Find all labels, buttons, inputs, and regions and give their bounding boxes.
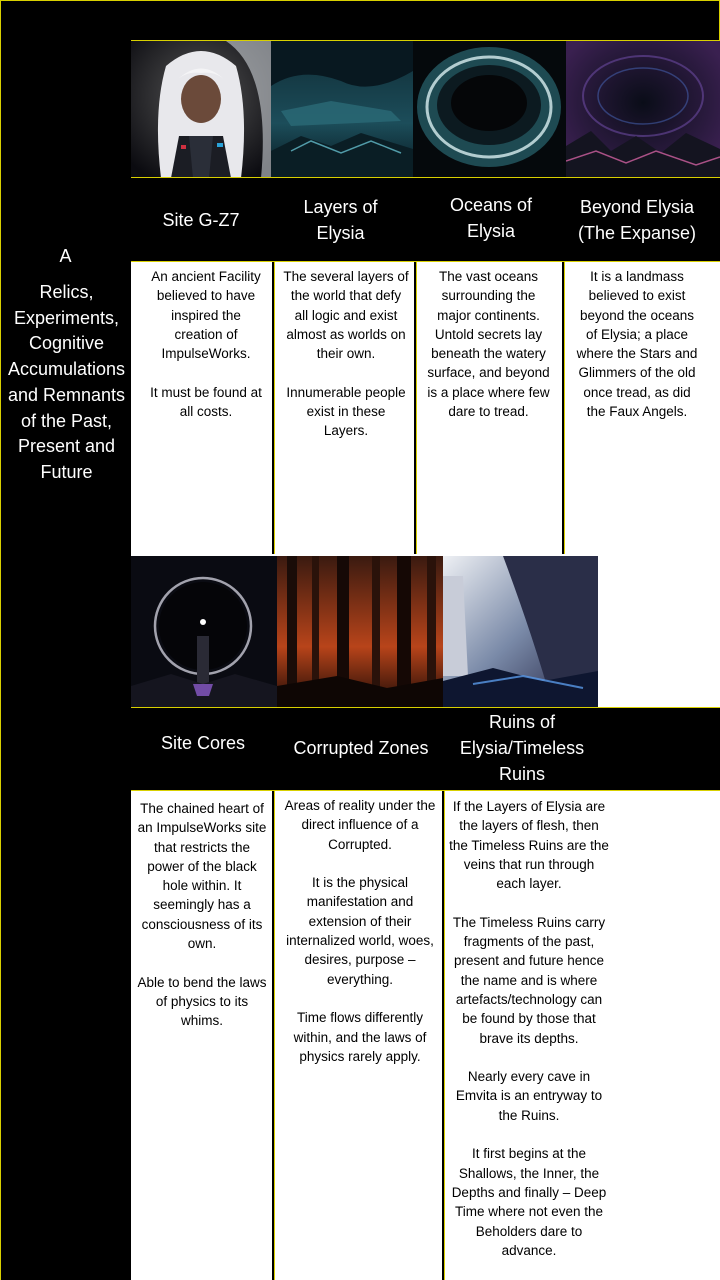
timeless-ruins-image	[443, 556, 598, 707]
layered-landscape-image	[271, 41, 413, 178]
desc-ruins-p1: If the Layers of Elysia are the layers of flesh, then the Timeless Ruins are the veins that run through each layer.	[449, 799, 609, 892]
title-beyond-elysia: Beyond Elysia (The Expanse)	[577, 196, 697, 243]
desc-beyond-p1: It is a landmass believed to exist beyond the oceans of Elysia; a place where the Stars and Glimmers of the old once tread, as did the Faux Angels.	[576, 269, 698, 420]
corrupted-forest-image	[277, 556, 443, 707]
desc-ruins-p3: Nearly every cave in Emvita is an entryway to the Ruins.	[455, 1069, 603, 1123]
row2-divider-2	[442, 791, 445, 1280]
desc-site-cores	[136, 799, 268, 1031]
desc-site-g-z7-p1: An ancient Facility believed to have inspired the creation of ImpulseWorks.	[151, 269, 261, 362]
desc-beyond-elysia	[576, 267, 698, 421]
desc-site-g-z7	[147, 267, 265, 421]
starry-expanse-image	[566, 41, 720, 178]
desc-site-cores-p2: Able to bend the laws of physics to its whims.	[137, 974, 267, 1029]
desc-layers-p1: The several layers of the world that defy all logic and exist almost as worlds on their own.	[283, 269, 409, 362]
desc-ruins-of-elysia	[449, 797, 609, 1260]
title-corrupted-zones: Corrupted Zones	[293, 738, 429, 758]
sidebar-title: Relics, Experiments, Cognitive Accumulations and Remnants of the Past, Present and Future	[7, 282, 126, 482]
ocean-vortex-image	[413, 41, 566, 178]
sidebar-letter: A	[59, 246, 72, 266]
desc-layers-of-elysia	[283, 267, 409, 441]
title-layers-of-elysia: Layers of Elysia	[303, 196, 378, 243]
desc-ruins-p2: The Timeless Ruins carry fragments of the past, present and future hence the name and is where artefacts/technology can be found by those that brave its depths.	[452, 914, 606, 1046]
desc-layers-p2: Innumerable people exist in these Layers.	[286, 384, 406, 439]
desc-corrupted-p1: Areas of reality under the direct influence of a Corrupted.	[284, 798, 436, 852]
black-hole-ring-image	[131, 556, 277, 707]
desc-corrupted-p2: It is the physical manifestation and extension of their internalized world, woes, desires, purpose – everything.	[286, 875, 434, 987]
title-site-g-z7: Site G-Z7	[162, 209, 240, 230]
row1-divider-2	[414, 262, 417, 554]
desc-ruins-p4: It first begins at the Shallows, the Inner, the Depths and finally – Deep Time where not even the Beholders dare to advance.	[451, 1146, 607, 1258]
desc-oceans-of-elysia	[423, 267, 554, 421]
desc-site-g-z7-p2: It must be found at all costs.	[150, 384, 262, 420]
row2-divider-1	[272, 791, 275, 1280]
character-portrait-image	[131, 41, 271, 178]
desc-corrupted-zones	[280, 796, 440, 1066]
title-site-cores: Site Cores	[160, 733, 246, 753]
desc-site-cores-p1: The chained heart of an ImpulseWorks site that restricts the power of the black hole within. It seemingly has a consciousness of its own.	[137, 801, 267, 952]
sidebar	[0, 40, 131, 1280]
title-oceans-of-elysia: Oceans of Elysia	[449, 195, 533, 241]
title-ruins-of-elysia: Ruins of Elysia/Timeless Ruins	[459, 712, 585, 784]
row1-divider-1	[272, 262, 275, 554]
top-bar	[0, 0, 720, 41]
row1-divider-3	[562, 262, 565, 554]
desc-oceans-p1: The vast oceans surrounding the major continents. Untold secrets lay beneath the watery surface, and beyond is a place where few dare to tread.	[427, 269, 550, 420]
desc-corrupted-p3: Time flows differently within, and the laws of physics rarely apply.	[293, 1010, 427, 1064]
